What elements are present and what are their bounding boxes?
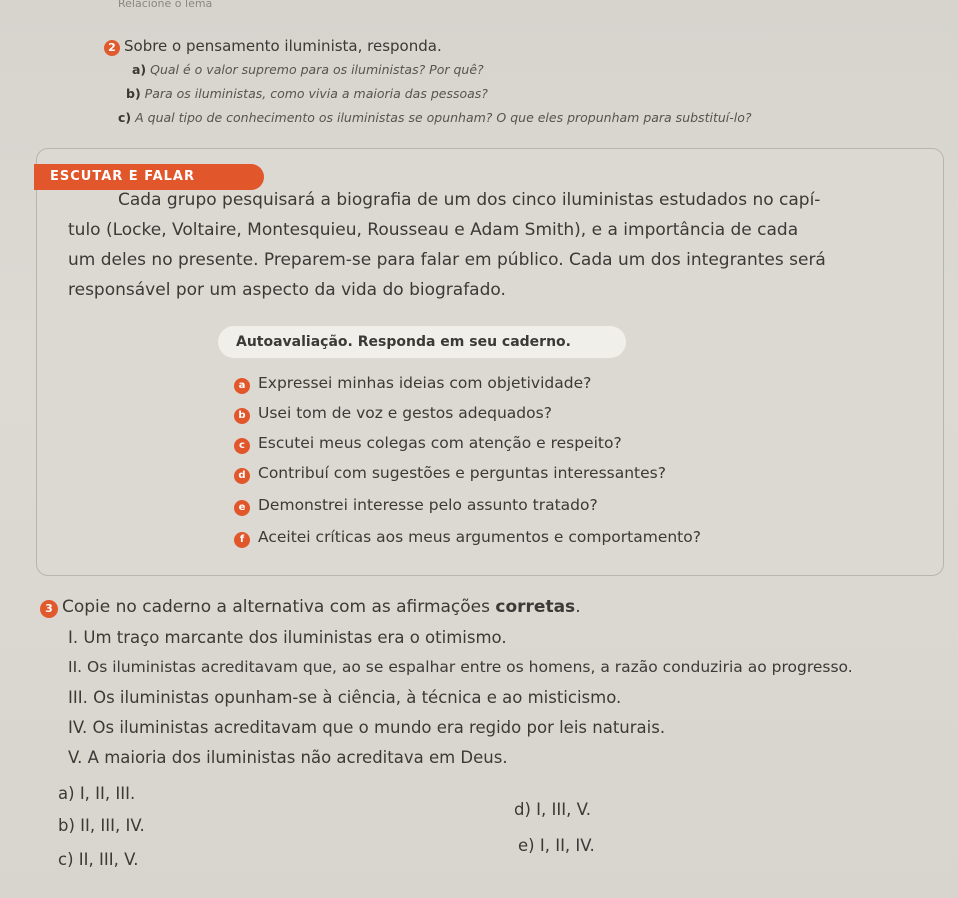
item-text: Para os iluministas, como vivia a maioria das pessoas? <box>144 86 488 101</box>
title-bold: corretas <box>495 597 576 617</box>
item-text: A qual tipo de conhecimento os iluministas se opunham? O que eles propunham para substituí-lo? <box>135 110 752 125</box>
statement-2 <box>68 658 853 676</box>
option-text: II, III, V. <box>78 850 139 869</box>
statement-3 <box>68 688 621 707</box>
question-2-number: 2 <box>104 40 120 56</box>
statement-roman: I. <box>68 628 79 647</box>
option-text: I, II, IV. <box>539 836 595 855</box>
statement-roman: III. <box>68 688 88 707</box>
section-tag: ESCUTAR E FALAR <box>34 164 264 190</box>
item-letter: b) <box>126 86 141 101</box>
statement-roman: IV. <box>68 718 88 737</box>
item-letter: c) <box>118 110 132 125</box>
checklist-item-d: Contribuí com sugestões e perguntas interessantes? <box>258 464 666 482</box>
statement-text: Os iluministas opunham-se à ciência, à técnica e ao misticismo. <box>93 688 622 707</box>
paragraph-line-2: tulo (Locke, Voltaire, Montesquieu, Rousseau e Adam Smith), e a importância de cada <box>68 220 799 240</box>
question-3-number: 3 <box>40 600 58 618</box>
question-2-title: Sobre o pensamento iluminista, responda. <box>124 37 442 55</box>
question-2-item-b <box>126 86 488 101</box>
item-letter: a) <box>132 62 147 77</box>
checklist-item-f: Aceitei críticas aos meus argumentos e comportamento? <box>258 528 701 546</box>
option-letter: d) <box>514 800 531 819</box>
statement-text: Os iluministas acreditavam que o mundo era regido por leis naturais. <box>92 718 666 737</box>
option-letter: b) <box>58 816 75 835</box>
statement-text: A maioria dos iluministas não acreditava em Deus. <box>87 748 508 767</box>
title-prefix: Copie no caderno a alternativa com as afirmações <box>62 597 496 617</box>
checklist-marker-f: f <box>234 532 250 548</box>
checklist-item-a: Expressei minhas ideias com objetividade? <box>258 374 592 392</box>
option-letter: e) <box>518 836 535 855</box>
option-a <box>58 784 135 803</box>
checklist-item-b: Usei tom de voz e gestos adequados? <box>258 404 552 422</box>
option-letter: c) <box>58 850 74 869</box>
statement-5 <box>68 748 508 767</box>
paragraph-line-1: Cada grupo pesquisará a biografia de um dos cinco iluministas estudados no capí- <box>118 190 821 210</box>
option-text: I, III, V. <box>536 800 592 819</box>
paragraph-line-3: um deles no presente. Preparem-se para falar em público. Cada um dos integrantes será <box>68 250 826 270</box>
statement-4 <box>68 718 665 737</box>
option-d <box>514 800 591 819</box>
checklist-item-c: Escutei meus colegas com atenção e respeito? <box>258 434 622 452</box>
option-text: II, III, IV. <box>80 816 145 835</box>
option-b <box>58 816 145 835</box>
question-2-item-a <box>132 62 484 77</box>
title-suffix: . <box>575 597 581 617</box>
checklist-marker-c: c <box>234 438 250 454</box>
checklist-marker-a: a <box>234 378 250 394</box>
option-c <box>58 850 138 869</box>
cropped-header-text: Relacione o lema <box>118 0 213 10</box>
option-e <box>518 836 595 855</box>
checklist-marker-e: e <box>234 500 250 516</box>
question-2-item-c <box>118 110 752 125</box>
self-evaluation-title: Autoavaliação. Responda em seu caderno. <box>218 326 626 358</box>
statement-1 <box>68 628 507 647</box>
checklist-marker-d: d <box>234 468 250 484</box>
checklist-marker-b: b <box>234 408 250 424</box>
statement-text: Um traço marcante dos iluministas era o otimismo. <box>83 628 507 647</box>
option-letter: a) <box>58 784 75 803</box>
statement-text: Os iluministas acreditavam que, ao se espalhar entre os homens, a razão conduziria ao progresso. <box>87 658 853 676</box>
option-text: I, II, III. <box>79 784 136 803</box>
paragraph-line-4: responsável por um aspecto da vida do biografado. <box>68 280 506 300</box>
checklist-item-e: Demonstrei interesse pelo assunto tratado? <box>258 496 598 514</box>
statement-roman: V. <box>68 748 83 767</box>
statement-roman: II. <box>68 658 83 676</box>
item-text: Qual é o valor supremo para os iluministas? Por quê? <box>150 62 484 77</box>
question-3-title <box>62 597 581 617</box>
